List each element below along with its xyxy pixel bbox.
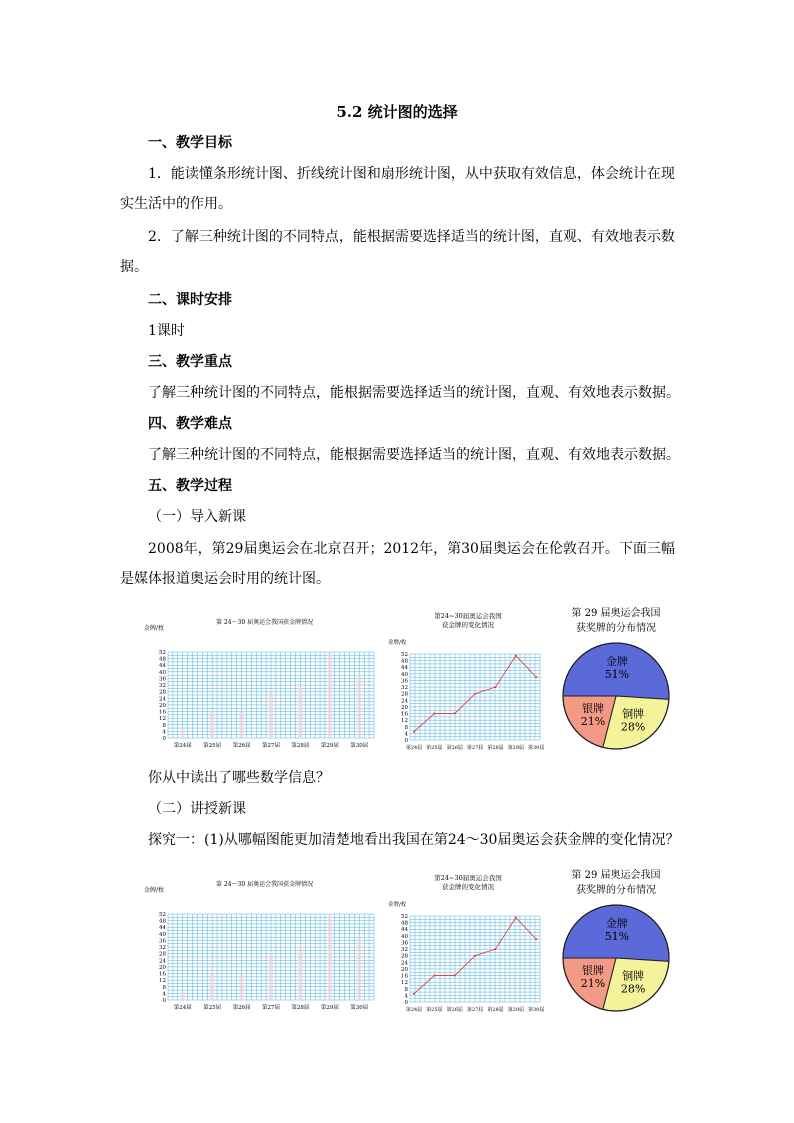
y-tick-label: 32 xyxy=(401,685,408,692)
heading-schedule: 二、课时安排 xyxy=(148,292,232,308)
chart-group-1 xyxy=(144,600,678,760)
bar-chart-title: 第 24～30 届奥运会我国获金牌情况 xyxy=(216,619,314,626)
data-point xyxy=(474,955,476,957)
y-tick-label: 52 xyxy=(401,914,408,920)
x-tick-label: 第28届 xyxy=(291,743,310,749)
y-tick-label: 0 xyxy=(162,998,166,1004)
y-tick-label: 28 xyxy=(159,951,166,958)
bar xyxy=(181,992,185,1000)
slice-pct: 51% xyxy=(604,929,630,943)
page-title: 5.2 统计图的选择 xyxy=(336,103,458,121)
line-chart-title: 获金牌的变化情况 xyxy=(442,621,494,629)
y-tick-label: 8 xyxy=(162,722,166,729)
x-tick-label: 第30届 xyxy=(350,743,369,749)
x-tick-label: 第26届 xyxy=(446,1007,463,1013)
y-tick-label: 12 xyxy=(159,716,166,723)
bar-chart xyxy=(144,618,374,749)
y-tick-label: 44 xyxy=(159,663,166,670)
schedule-text: 1课时 xyxy=(148,323,185,339)
y-tick-label: 12 xyxy=(159,978,166,985)
y-tick-label: 28 xyxy=(159,689,166,696)
data-point xyxy=(413,731,415,733)
x-tick-label: 第30届 xyxy=(350,1005,369,1011)
y-tick-label: 4 xyxy=(162,991,166,998)
y-tick-label: 48 xyxy=(159,656,166,663)
y-tick-label: 8 xyxy=(162,984,166,991)
line-chart-title: 获金牌的变化情况 xyxy=(442,883,494,891)
y-tick-label: 0 xyxy=(404,1000,408,1006)
data-point xyxy=(474,693,476,695)
x-tick-label: 第29届 xyxy=(320,743,339,749)
y-tick-label: 36 xyxy=(401,940,408,947)
question-1: 你从中读出了哪些数学信息？ xyxy=(148,770,330,786)
y-tick-label: 20 xyxy=(401,966,408,973)
slice-label: 铜牌 xyxy=(622,707,645,721)
x-tick-label: 第26届 xyxy=(232,743,251,749)
heading-process: 五、教学过程 xyxy=(148,478,232,494)
x-tick-label: 第28届 xyxy=(487,1007,504,1013)
x-tick-label: 第24届 xyxy=(405,745,423,751)
intro-text: 2008年，第29届奥运会在北京召开；2012年，第30届奥运会在伦敦召开。下面三幅是媒体报道奥运会时用的统计图。 xyxy=(120,541,675,587)
y-tick-label: 24 xyxy=(159,958,166,965)
bar xyxy=(328,916,332,1000)
y-tick-label: 12 xyxy=(401,718,408,725)
y-tick-label: 8 xyxy=(404,986,408,993)
x-tick-label: 第29届 xyxy=(507,1007,525,1013)
pie-chart-title: 获奖牌的分布情况 xyxy=(576,885,656,896)
y-tick-label: 48 xyxy=(159,918,166,925)
y-tick-label: 4 xyxy=(162,729,166,736)
y-tick-label: 20 xyxy=(401,704,408,711)
y-tick-label: 28 xyxy=(401,691,408,698)
slice-label: 银牌 xyxy=(581,963,604,977)
y-tick-label: 0 xyxy=(404,738,408,744)
subheading-new-lesson: （二）讲授新课 xyxy=(148,801,246,817)
x-tick-label: 第29届 xyxy=(507,745,525,751)
y-tick-label: 36 xyxy=(401,678,408,685)
bar xyxy=(298,947,302,1000)
slice-label: 金牌 xyxy=(605,654,628,668)
x-tick-label: 第28届 xyxy=(487,745,504,751)
pie-chart xyxy=(563,868,669,1011)
x-tick-label: 第27届 xyxy=(262,743,280,749)
pie-chart-title: 第 29 届奥运会我国 xyxy=(571,870,661,881)
y-tick-label: 4 xyxy=(404,731,408,738)
data-point xyxy=(454,713,456,715)
y-tick-label: 44 xyxy=(401,665,408,672)
pie-chart-title: 第 29 届奥运会我国 xyxy=(571,608,661,619)
x-tick-label: 第26届 xyxy=(446,745,463,751)
slice-pct: 21% xyxy=(580,976,606,990)
bar-chart-title: 第 24～30 届奥运会我国获金牌情况 xyxy=(216,881,314,888)
data-point xyxy=(535,676,537,678)
y-tick-label: 36 xyxy=(159,938,166,945)
y-tick-label: 40 xyxy=(401,933,408,940)
y-tick-label: 44 xyxy=(159,925,166,932)
slice-pct: 51% xyxy=(604,667,630,681)
bar xyxy=(240,974,244,1000)
chart-group-2 xyxy=(144,862,678,1022)
charts-svg-2 xyxy=(144,862,678,1022)
y-tick-label: 16 xyxy=(401,711,408,718)
y-tick-label: 52 xyxy=(401,652,408,658)
y-tick-label: 16 xyxy=(401,973,408,980)
x-tick-label: 第24届 xyxy=(173,1005,192,1011)
line-chart-ylabel: 金牌/枚 xyxy=(388,902,407,908)
bar-chart-ylabel: 金牌/枚 xyxy=(144,887,165,894)
data-point xyxy=(433,713,435,715)
y-tick-label: 32 xyxy=(159,945,166,952)
pie-chart-title: 获奖牌的分布情况 xyxy=(576,623,656,634)
x-tick-label: 第25届 xyxy=(426,1007,443,1013)
slice-label: 铜牌 xyxy=(622,969,645,983)
line-chart xyxy=(388,611,544,751)
charts-svg-1 xyxy=(144,600,678,760)
data-point xyxy=(515,655,517,657)
objective-1: 1．能读懂条形统计图、折线统计图和扇形统计图，从中获取有效信息，体会统计在现实生活中的作用。 xyxy=(120,166,675,212)
slice-label: 银牌 xyxy=(581,701,604,715)
y-tick-label: 12 xyxy=(401,980,408,987)
y-tick-label: 32 xyxy=(401,947,408,954)
x-tick-label: 第25届 xyxy=(203,743,222,749)
slice-pct: 28% xyxy=(620,982,646,996)
data-point xyxy=(413,993,415,995)
y-tick-label: 36 xyxy=(159,676,166,683)
bar xyxy=(298,685,302,738)
bar-chart xyxy=(144,880,374,1011)
bar xyxy=(269,954,273,1000)
y-tick-label: 16 xyxy=(159,971,166,978)
y-tick-label: 8 xyxy=(404,724,408,731)
y-tick-label: 48 xyxy=(401,920,408,927)
x-tick-label: 第30届 xyxy=(528,1007,545,1013)
bar-chart-ylabel: 金牌/枚 xyxy=(144,625,165,632)
y-tick-label: 4 xyxy=(404,993,408,1000)
slice-pct: 21% xyxy=(580,714,606,728)
line-chart xyxy=(388,873,544,1013)
x-tick-label: 第27届 xyxy=(262,1005,280,1011)
x-tick-label: 第24届 xyxy=(405,1007,423,1013)
x-tick-label: 第27届 xyxy=(466,1007,484,1013)
y-tick-label: 52 xyxy=(159,912,166,918)
line-chart-ylabel: 金牌/枚 xyxy=(388,640,407,646)
bar xyxy=(328,654,332,738)
x-tick-label: 第24届 xyxy=(173,743,192,749)
heading-objectives: 一、教学目标 xyxy=(148,135,232,151)
bar xyxy=(181,730,185,738)
bar xyxy=(269,692,273,738)
y-tick-label: 24 xyxy=(401,698,408,705)
explore-1: 探究一：(1)从哪幅图能更加清楚地看出我国在第24～30届奥运会获金牌的变化情况？ xyxy=(148,832,680,848)
y-tick-label: 40 xyxy=(401,671,408,678)
y-tick-label: 20 xyxy=(159,702,166,709)
bar xyxy=(357,675,361,738)
data-point xyxy=(494,948,496,950)
data-point xyxy=(494,686,496,688)
y-tick-label: 52 xyxy=(159,650,166,656)
x-tick-label: 第26届 xyxy=(232,1005,251,1011)
data-point xyxy=(515,917,517,919)
heading-difficulties: 四、教学难点 xyxy=(148,416,232,432)
y-tick-label: 40 xyxy=(159,669,166,676)
pie-chart xyxy=(563,606,669,749)
y-tick-label: 28 xyxy=(401,953,408,960)
line-chart-title: 第24~30届奥运会我国 xyxy=(434,874,502,882)
bar xyxy=(357,937,361,1000)
objective-2: 2．了解三种统计图的不同特点，能根据需要选择适当的统计图，直观、有效地表示数据。 xyxy=(120,229,675,275)
x-tick-label: 第25届 xyxy=(203,1005,222,1011)
x-tick-label: 第25届 xyxy=(426,745,443,751)
slice-label: 金牌 xyxy=(605,916,628,930)
difficulties-text: 了解三种统计图的不同特点，能根据需要选择适当的统计图，直观、有效地表示数据。 xyxy=(148,447,680,463)
y-tick-label: 40 xyxy=(159,931,166,938)
y-tick-label: 0 xyxy=(162,736,166,742)
y-tick-label: 16 xyxy=(159,709,166,716)
y-tick-label: 20 xyxy=(159,964,166,971)
y-tick-label: 44 xyxy=(401,927,408,934)
y-tick-label: 24 xyxy=(159,696,166,703)
bar xyxy=(240,712,244,738)
bar xyxy=(210,974,214,1000)
line-chart-title: 第24~30届奥运会我国 xyxy=(434,612,502,620)
data-point xyxy=(535,938,537,940)
slice-pct: 28% xyxy=(620,720,646,734)
x-tick-label: 第27届 xyxy=(466,745,484,751)
data-point xyxy=(433,975,435,977)
y-tick-label: 24 xyxy=(401,960,408,967)
x-tick-label: 第30届 xyxy=(528,745,545,751)
data-point xyxy=(454,975,456,977)
subheading-intro: （一）导入新课 xyxy=(148,509,246,525)
y-tick-label: 48 xyxy=(401,658,408,665)
key-points-text: 了解三种统计图的不同特点，能根据需要选择适当的统计图，直观、有效地表示数据。 xyxy=(148,385,680,401)
heading-key-points: 三、教学重点 xyxy=(148,354,232,370)
x-tick-label: 第29届 xyxy=(320,1005,339,1011)
bar xyxy=(210,712,214,738)
y-tick-label: 32 xyxy=(159,683,166,690)
x-tick-label: 第28届 xyxy=(291,1005,310,1011)
